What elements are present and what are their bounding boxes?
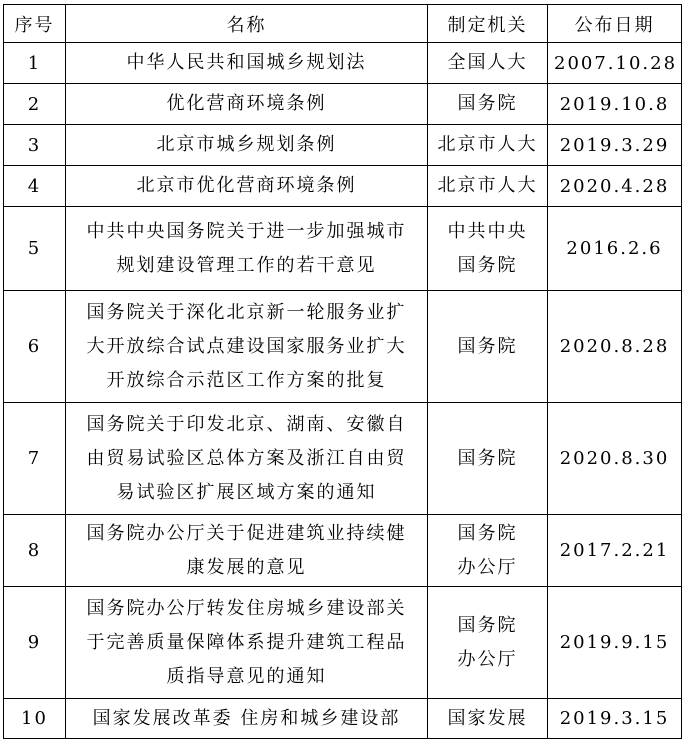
cell-date: 2019.9.15 — [548, 587, 682, 699]
cell-name — [66, 291, 428, 403]
name-line: 大开放综合试点建设国家服务业扩大 — [86, 335, 407, 357]
agency-line: 国务院 — [457, 335, 518, 357]
cell-name — [66, 587, 428, 699]
cell-name — [66, 699, 428, 739]
table-row — [4, 166, 682, 207]
table-row — [4, 125, 682, 166]
name-line: 开放综合示范区工作方案的批复 — [106, 369, 387, 391]
cell-name — [66, 515, 428, 587]
cell-date: 2020.4.28 — [548, 166, 682, 207]
cell-no: 2 — [4, 84, 66, 125]
cell-name — [66, 125, 428, 166]
cell-agency — [428, 166, 548, 207]
cell-agency — [428, 699, 548, 739]
agency-line: 北京市人大 — [437, 134, 538, 155]
name-line: 于完善质量保障体系提升建筑工程品 — [86, 631, 407, 653]
agency-line: 办公厅 — [457, 648, 518, 670]
cell-agency — [428, 291, 548, 403]
agency-line: 办公厅 — [457, 556, 518, 578]
table-header-row — [4, 5, 682, 43]
agency-line: 国务院 — [457, 614, 518, 636]
table-row — [4, 207, 682, 291]
name-line: 北京市优化营商环境条例 — [136, 175, 357, 196]
cell-no: 6 — [4, 291, 66, 403]
cell-date: 2007.10.28 — [548, 43, 682, 84]
cell-no: 4 — [4, 166, 66, 207]
name-line: 易试验区扩展区域方案的通知 — [116, 481, 377, 503]
name-line: 国务院办公厅关于促进建筑业持续健 — [86, 522, 407, 544]
name-line: 规划建设管理工作的若干意见 — [116, 254, 377, 276]
header-name: 名称 — [66, 5, 428, 43]
cell-date: 2017.2.21 — [548, 515, 682, 587]
name-line: 中共中央国务院关于进一步加强城市 — [86, 220, 407, 242]
cell-date: 2019.3.15 — [548, 699, 682, 739]
agency-line: 中共中央 — [447, 220, 528, 242]
header-date: 公布日期 — [548, 5, 682, 43]
table-row — [4, 515, 682, 587]
cell-date: 2020.8.30 — [548, 403, 682, 515]
agency-line: 国家发展 — [447, 707, 528, 729]
cell-name — [66, 166, 428, 207]
table-body — [4, 43, 682, 739]
header-no: 序号 — [4, 5, 66, 43]
cell-agency — [428, 403, 548, 515]
table-row — [4, 403, 682, 515]
table-row — [4, 84, 682, 125]
name-line: 国务院关于深化北京新一轮服务业扩 — [86, 301, 407, 323]
agency-line: 国务院 — [457, 447, 518, 469]
regulations-table — [3, 4, 682, 739]
agency-line: 国务院 — [457, 93, 518, 114]
table-row — [4, 291, 682, 403]
cell-date: 2016.2.6 — [548, 207, 682, 291]
cell-no: 1 — [4, 43, 66, 84]
name-line: 康发展的意见 — [186, 556, 307, 578]
cell-date: 2019.3.29 — [548, 125, 682, 166]
name-line: 国家发展改革委 住房和城乡建设部 — [92, 707, 401, 729]
agency-line: 北京市人大 — [437, 175, 538, 196]
cell-no: 8 — [4, 515, 66, 587]
cell-no: 10 — [4, 699, 66, 739]
table-row — [4, 43, 682, 84]
header-agency: 制定机关 — [428, 5, 548, 43]
cell-name — [66, 207, 428, 291]
cell-agency — [428, 207, 548, 291]
name-line: 优化营商环境条例 — [166, 93, 327, 114]
cell-date: 2019.10.8 — [548, 84, 682, 125]
cell-no: 7 — [4, 403, 66, 515]
name-line: 国务院关于印发北京、湖南、安徽自 — [86, 413, 407, 435]
cell-name — [66, 43, 428, 84]
table-row — [4, 699, 682, 739]
cell-no: 9 — [4, 587, 66, 699]
cell-agency — [428, 125, 548, 166]
name-line: 由贸易试验区总体方案及浙江自由贸 — [86, 447, 407, 469]
name-line: 国务院办公厅转发住房城乡建设部关 — [86, 597, 407, 619]
cell-name — [66, 403, 428, 515]
cell-agency — [428, 43, 548, 84]
cell-agency — [428, 515, 548, 587]
cell-date: 2020.8.28 — [548, 291, 682, 403]
cell-no: 5 — [4, 207, 66, 291]
name-line: 质指导意见的通知 — [166, 665, 327, 687]
agency-line: 国务院 — [457, 522, 518, 544]
cell-name — [66, 84, 428, 125]
agency-line: 全国人大 — [447, 52, 528, 73]
cell-agency — [428, 587, 548, 699]
name-line: 北京市城乡规划条例 — [156, 134, 337, 155]
cell-agency — [428, 84, 548, 125]
name-line: 中华人民共和国城乡规划法 — [126, 52, 367, 73]
agency-line: 国务院 — [457, 254, 518, 276]
table-row — [4, 587, 682, 699]
cell-no: 3 — [4, 125, 66, 166]
